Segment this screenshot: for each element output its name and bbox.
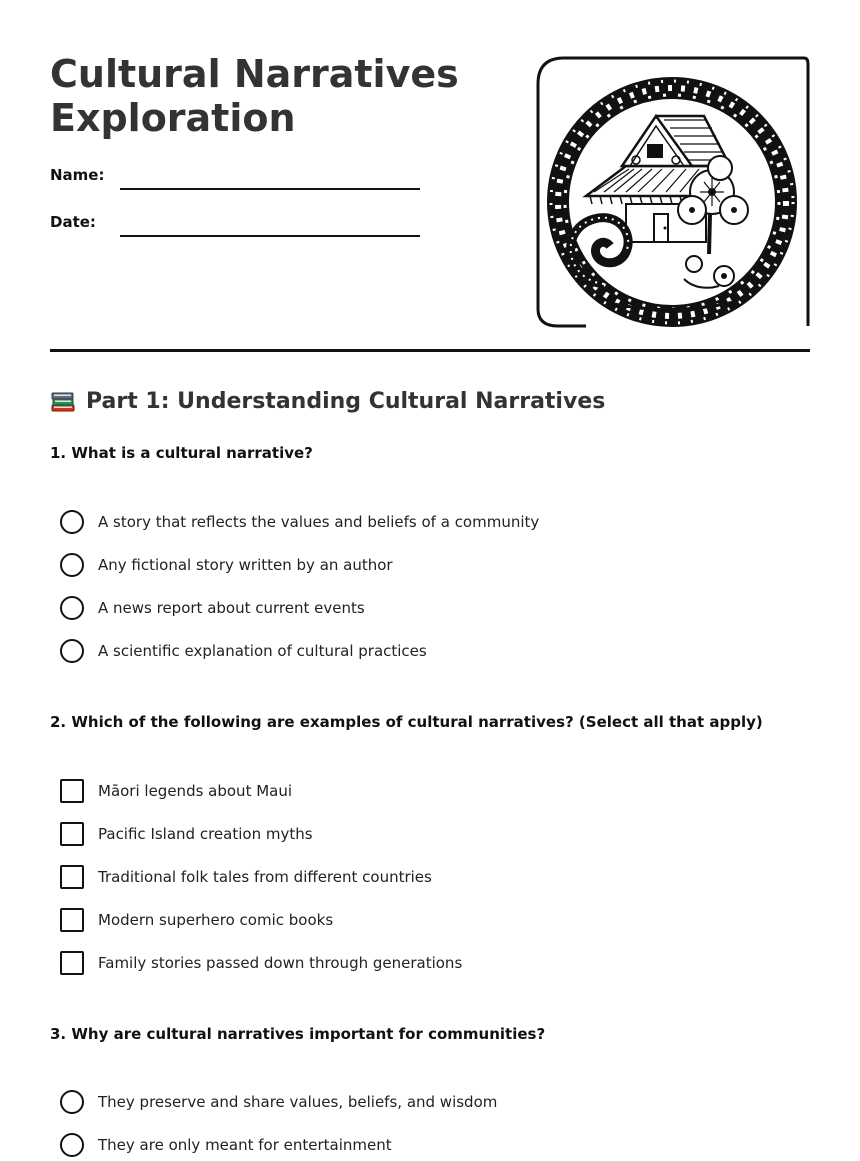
checkbox[interactable]: [60, 908, 84, 932]
radio-button[interactable]: [60, 510, 84, 534]
date-line[interactable]: [120, 235, 420, 237]
radio-button[interactable]: [60, 596, 84, 620]
option-label: Pacific Island creation myths: [98, 825, 313, 843]
q1-option-3[interactable]: [60, 595, 365, 621]
option-label: They are only meant for entertainment: [98, 1136, 392, 1154]
option-label: They preserve and share values, beliefs, and wisdom: [98, 1093, 498, 1111]
option-label: Any fictional story written by an author: [98, 556, 393, 574]
option-label: Modern superhero comic books: [98, 911, 334, 929]
worksheet-title: [50, 52, 470, 140]
option-label: A news report about current events: [98, 599, 365, 617]
q2-option-1[interactable]: [60, 778, 292, 804]
q2-option-2[interactable]: [60, 821, 313, 847]
q3-option-2[interactable]: [60, 1132, 392, 1158]
q3-option-1[interactable]: [60, 1089, 497, 1115]
option-label: A story that reflects the values and beliefs of a community: [98, 513, 540, 531]
date-field[interactable]: [50, 207, 420, 237]
books-icon: [50, 388, 76, 414]
q2-option-4[interactable]: [60, 907, 333, 933]
part1-title: Part 1: Understanding Cultural Narratives: [86, 388, 606, 414]
part1-heading: [50, 388, 605, 414]
checkbox[interactable]: [60, 779, 84, 803]
worksheet-header: [50, 50, 810, 350]
name-field[interactable]: [50, 160, 420, 190]
radio-button[interactable]: [60, 1133, 84, 1157]
q1-option-2[interactable]: [60, 552, 393, 578]
question-3: 3. Why are cultural narratives important for communities?: [50, 1025, 546, 1043]
option-label: Māori legends about Maui: [98, 782, 293, 800]
option-label: Traditional folk tales from different countries: [98, 868, 432, 886]
radio-button[interactable]: [60, 639, 84, 663]
option-label: Family stories passed down through generations: [98, 954, 463, 972]
q1-option-1[interactable]: [60, 509, 539, 535]
title-line-1: Cultural Narratives: [50, 52, 459, 96]
name-line[interactable]: [120, 188, 420, 190]
header-divider: [50, 349, 810, 352]
checkbox[interactable]: [60, 951, 84, 975]
q2-option-5[interactable]: [60, 950, 462, 976]
question-2: 2. Which of the following are examples of cultural narratives? (Select all that apply): [50, 713, 763, 731]
q2-option-3[interactable]: [60, 864, 432, 890]
q1-option-4[interactable]: [60, 638, 427, 664]
name-label: Name:: [50, 166, 105, 184]
question-1: 1. What is a cultural narrative?: [50, 444, 313, 462]
checkbox[interactable]: [60, 865, 84, 889]
cultural-emblem-icon: [534, 54, 810, 330]
radio-button[interactable]: [60, 1090, 84, 1114]
radio-button[interactable]: [60, 553, 84, 577]
option-label: A scientific explanation of cultural practices: [98, 642, 427, 660]
date-label: Date:: [50, 213, 96, 231]
title-line-2: Exploration: [50, 96, 296, 140]
checkbox[interactable]: [60, 822, 84, 846]
